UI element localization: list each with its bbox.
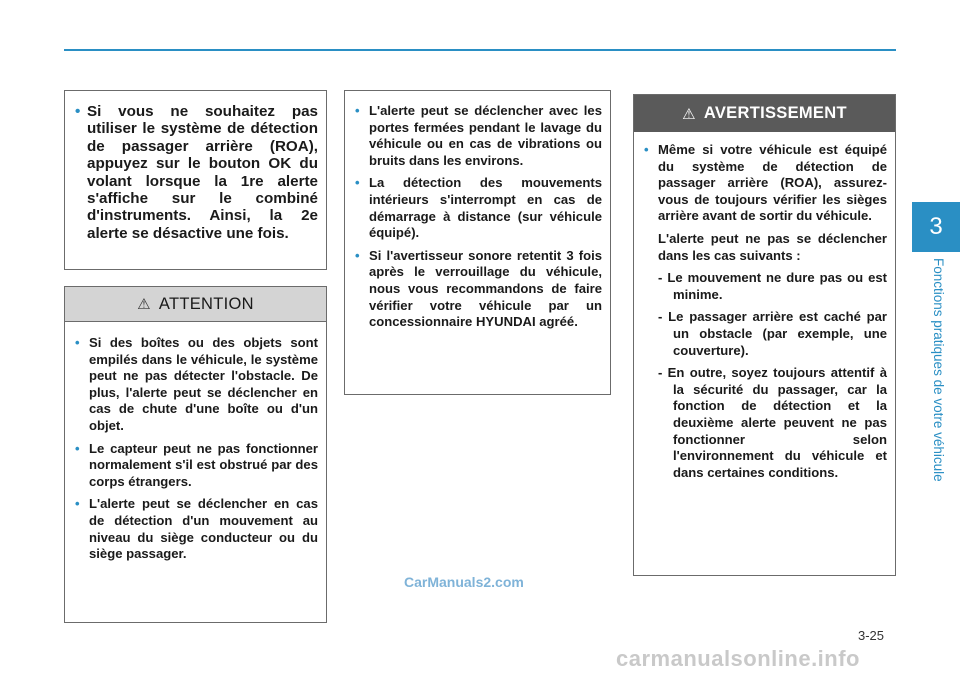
attention-item: • L'alerte peut se déclencher en cas de détection d'un mouvement au niveau du siège conducteur ou du siège passager. [75,496,318,562]
warning-triangle-icon: ⚠ [682,105,696,123]
warning-title: AVERTISSEMENT [703,104,847,122]
info-item: • L'alerte peut se déclencher avec les portes fermées pendant le lavage du véhicule ou en cas de vibrations ou bruits dans les environs. [355,103,602,169]
attention-title: ATTENTION [158,294,254,313]
chapter-tab: 3 [912,202,960,252]
warning-paragraph: L'alerte peut ne pas se déclencher dans les cas suivants : [658,230,887,263]
warning-item: • Même si votre véhicule est équipé du système de détection de passager arrière (ROA), assurez-vous de toujours vérifier les sièges arrière avant de sortir du véhicule. [644,142,887,225]
warning-sub-item: - Le mouvement ne dure pas ou est minime. [658,270,887,302]
attention-item: • Le capteur peut ne pas fonctionner normalement s'il est obstrué par des corps étrangers. [75,441,318,491]
chapter-title: Fonctions pratiques de votre véhicule [931,258,946,482]
page-number: 3-25 [858,628,885,643]
top-rule [64,49,896,51]
attention-item: • Si des boîtes ou des objets sont empilés dans le véhicule, le système peut ne pas détecter l'obstacle. De plus, l'alerte peut se déclencher en cas de chute d'une boîte ou d'un objet. [75,335,318,435]
info-box [344,90,611,395]
watermark-link[interactable]: CarManuals2.com [404,574,524,590]
watermark-footer: carmanualsonline.info [616,646,860,671]
warning-sub-item: - En outre, soyez toujours attentif à la sécurité du passager, car la fonction de détection et la deuxième alerte peuvent ne pas fonctionner selon l'environnement du véhicule et dans certaines conditions. [658,365,887,480]
warning-header [634,95,895,132]
attention-header [65,287,326,322]
warning-sub-item: - Le passager arrière est caché par un obstacle (par exemple, une couverture). [658,309,887,358]
info-item: • Si l'avertisseur sonore retentit 3 fois après le verrouillage du véhicule, nous vous recommandons de faire vérifier votre véhicule par un concessionnaire HYUNDAI agréé. [355,248,602,331]
note-item: • Si vous ne souhaitez pas utiliser le système de détection de passager arrière (ROA), appuyez sur le bouton OK du volant lorsque la 1re alerte s'affiche sur le combiné d'instruments. Ainsi, la 2e alerte se désactive une fois. [75,103,318,242]
attention-box [64,286,327,623]
warning-box [633,94,896,576]
warning-triangle-icon: ⚠ [137,296,151,313]
note-box [64,90,327,270]
info-item: • La détection des mouvements intérieurs s'interrompt en cas de démarrage à distance (sur véhicule équipé). [355,175,602,241]
